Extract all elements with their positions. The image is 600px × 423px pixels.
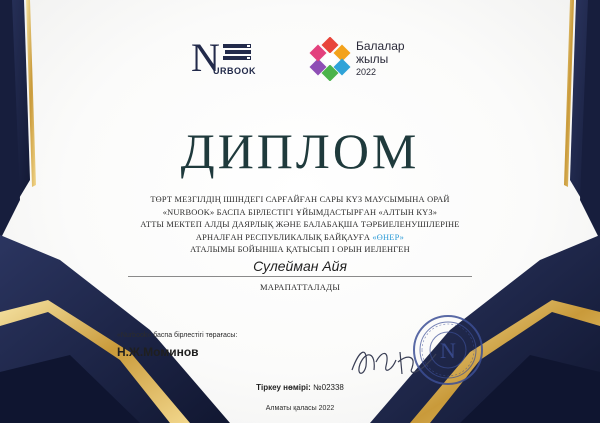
flower-icon bbox=[308, 37, 352, 81]
recipient-name: Сулейман Айя bbox=[253, 258, 347, 274]
diploma-title: ДИПЛОМ bbox=[180, 123, 420, 179]
stamp-seal bbox=[412, 314, 484, 386]
signer-name: Н.Ж.Моминов bbox=[117, 345, 199, 359]
books-icon bbox=[223, 44, 253, 64]
description-line-2: «NURBOOK» БАСПА БІРЛЕСТІГІ ҰЙЫМДАСТЫРҒАН «АЛТЫН КҮЗ» bbox=[162, 207, 438, 217]
registry-value: №02338 bbox=[313, 383, 344, 392]
description-line-5: АТАЛЫМЫ БОЙЫНША ҚАТЫСЫП І ОРЫН ИЕЛЕНГЕН bbox=[190, 245, 410, 254]
recipient-underline bbox=[128, 276, 472, 277]
balalar-jyly-logo bbox=[308, 37, 418, 82]
description-line-4: АРНАЛҒАН РЕСПУБЛИКАЛЫҚ БАЙҚАУҒА «ӨНЕР» bbox=[195, 232, 405, 242]
description-line-1: ТӨРТ МЕЗГІЛДІҢ ІШІНДЕГІ САРҒАЙҒАН САРЫ КҮЗ МАУСЫМЫНА ОРАЙ bbox=[150, 195, 450, 204]
svg-text:N: N bbox=[440, 338, 456, 363]
award-description bbox=[100, 194, 500, 257]
nurbook-logo bbox=[191, 35, 263, 80]
logo-letter: N bbox=[191, 35, 220, 80]
awarded-label: МАРАПАТТАЛАДЫ bbox=[259, 282, 341, 292]
logo-line-2: жылы bbox=[356, 52, 389, 66]
logo-year: 2022 bbox=[356, 67, 377, 77]
registry-number bbox=[0, 383, 600, 392]
nomination-name: «ӨНЕР» bbox=[372, 232, 405, 242]
city-year: Алматы қаласы 2022 bbox=[265, 405, 335, 412]
description-line-3: АТТЫ МЕКТЕП АЛДЫ ДАЯРЛЫҚ ЖӘНЕ БАЛАБАҚША ТӘРБИЕЛЕНУШІЛЕРІНЕ bbox=[140, 220, 460, 229]
logo-wordmark: URBOOK bbox=[213, 66, 256, 76]
signer-role: «Nurbook» баспа бірлестігі төрағасы: bbox=[117, 332, 238, 339]
logo-line-1: Балалар bbox=[356, 39, 405, 53]
registry-label: Тіркеу нөмірі: bbox=[256, 383, 311, 392]
